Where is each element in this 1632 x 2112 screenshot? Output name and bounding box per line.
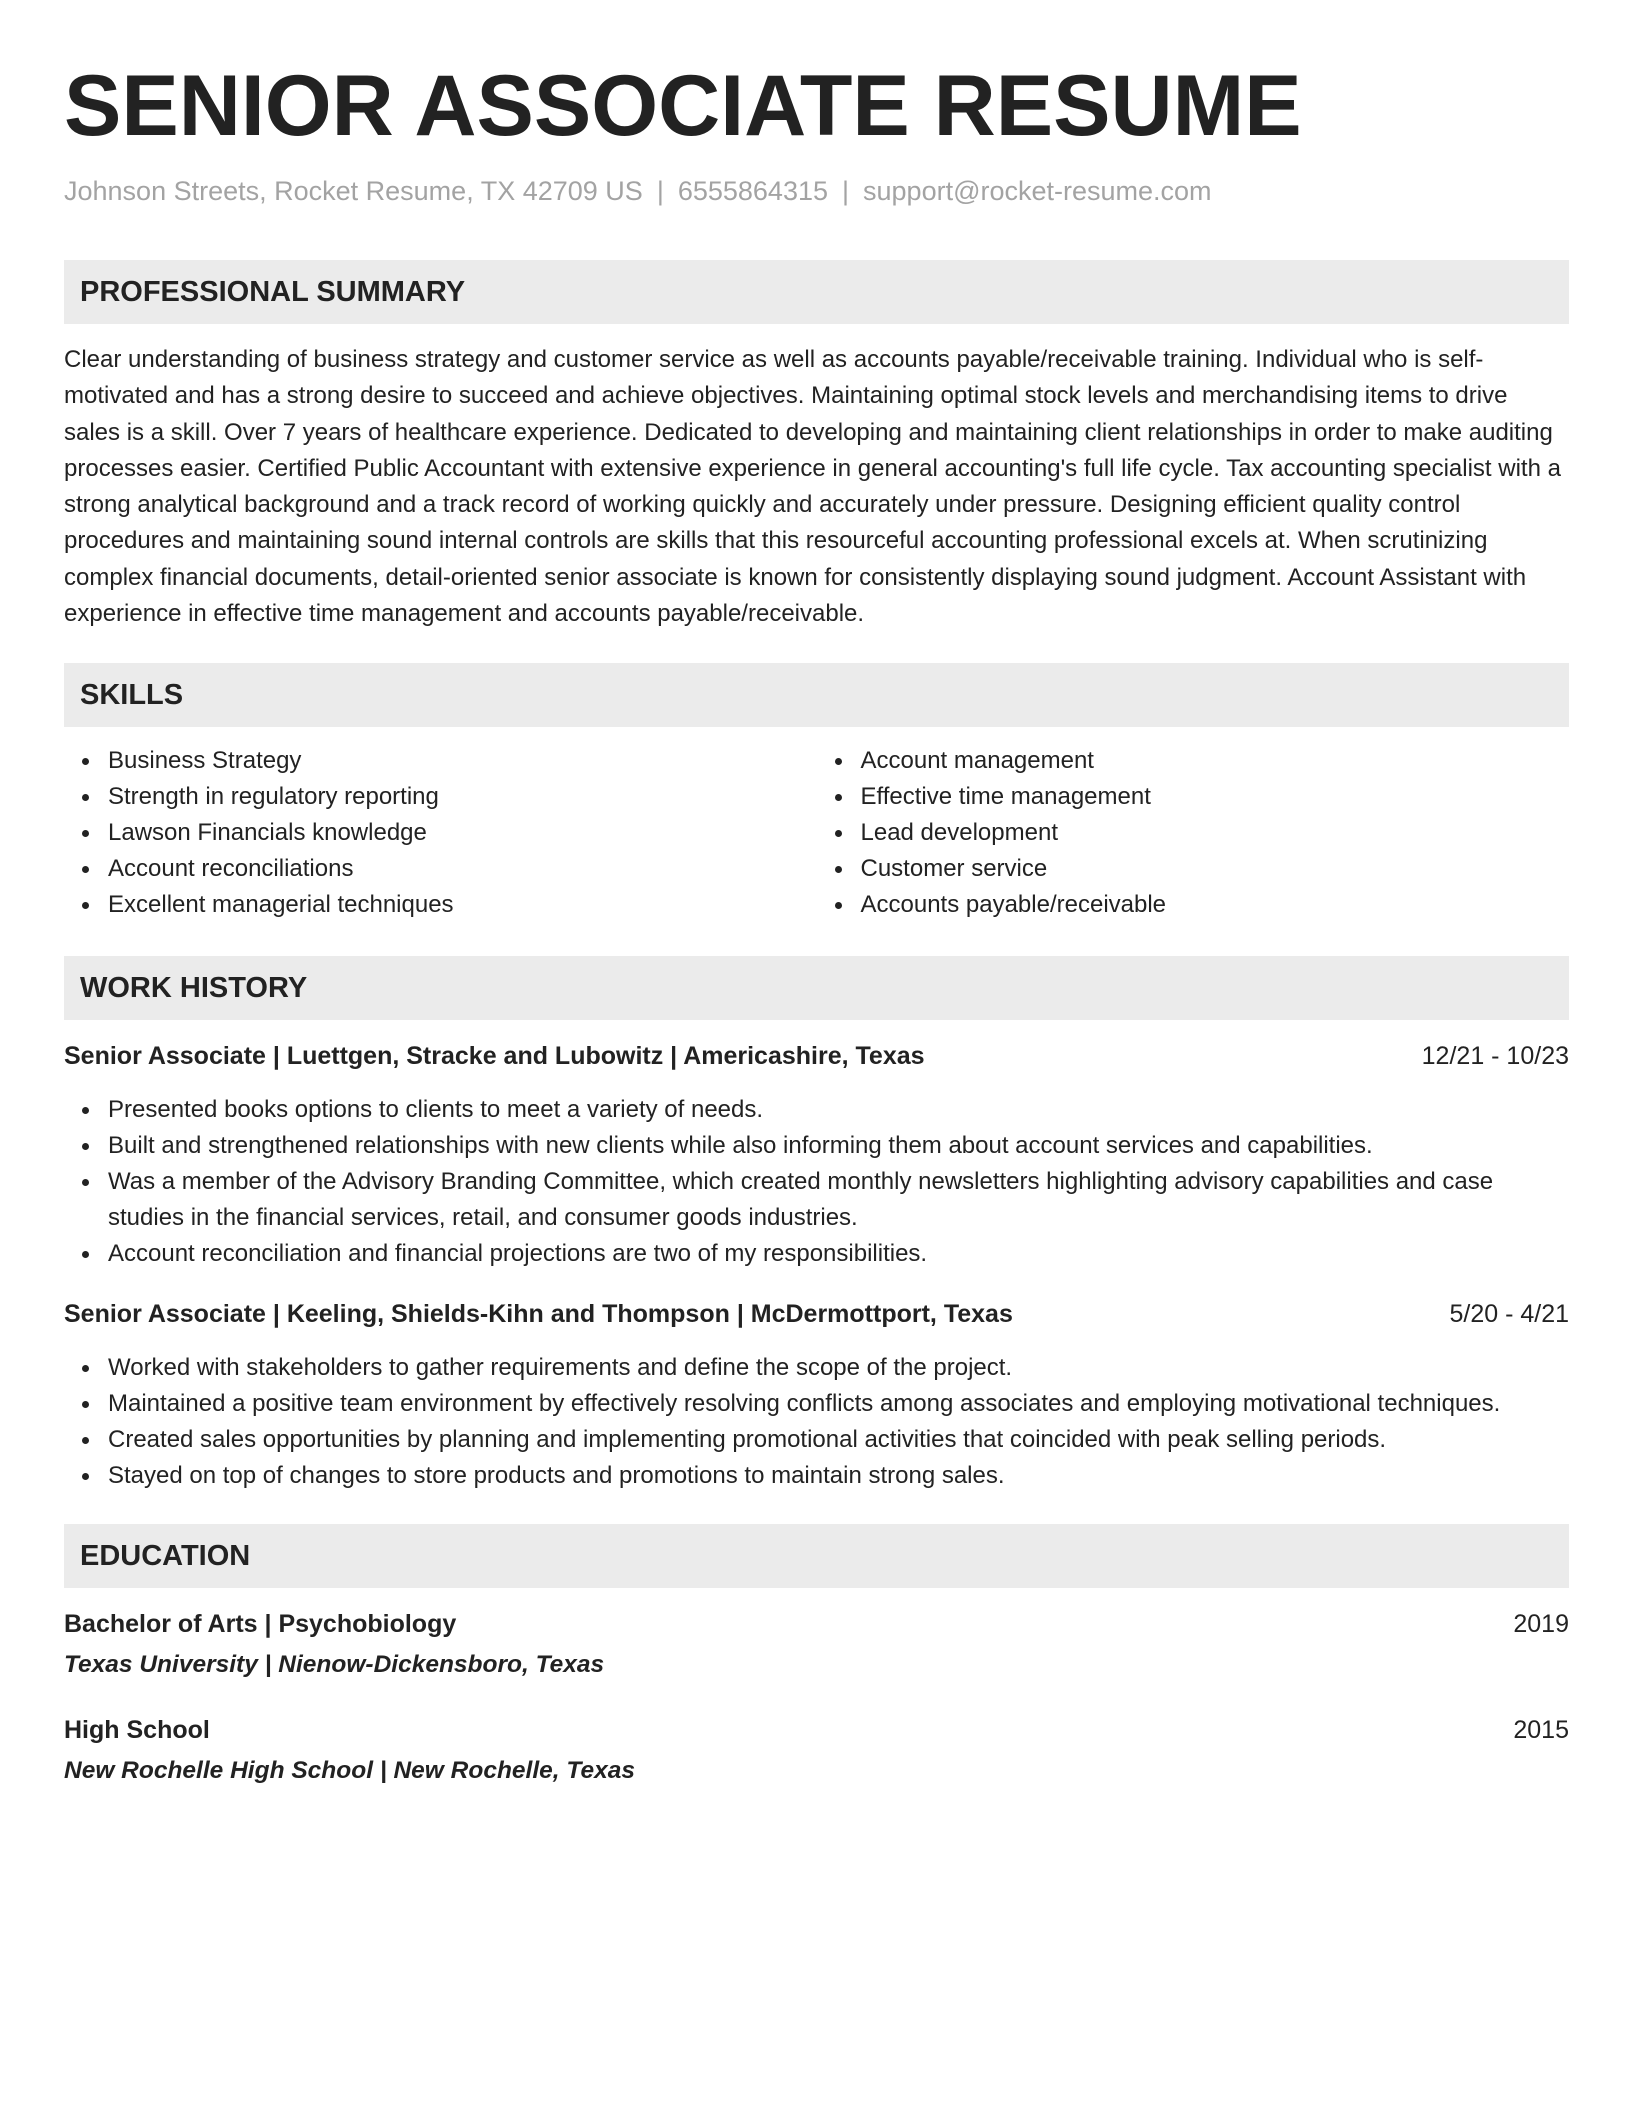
job-dates: 5/20 - 4/21 <box>1449 1300 1569 1329</box>
job-bullet: Maintained a positive team environment by effectively resolving conflicts among associates and employing motivational techniques. <box>108 1386 1569 1422</box>
education-school: New Rochelle High School | New Rochelle, Texas <box>64 1757 635 1785</box>
job-bullet: Created sales opportunities by planning and implementing promotional activities that coincided with peak selling periods. <box>108 1422 1569 1458</box>
education-entry <box>64 1712 1569 1789</box>
skill-item: Effective time management <box>861 779 1570 815</box>
job-bullet: Was a member of the Advisory Branding Committee, which created monthly newsletters highlighting advisory capabilities and case studies in the financial services, retail, and consumer goods industries. <box>108 1164 1569 1236</box>
job-entry <box>64 1038 1569 1272</box>
skill-item: Account management <box>861 743 1570 779</box>
education-entry <box>64 1606 1569 1683</box>
job-bullet: Worked with stakeholders to gather requirements and define the scope of the project. <box>108 1350 1569 1386</box>
skill-item: Accounts payable/receivable <box>861 887 1570 923</box>
job-bullets <box>64 1092 1569 1272</box>
education-degree: High School <box>64 1716 210 1745</box>
job-bullet: Account reconciliation and financial projections are two of my responsibilities. <box>108 1236 1569 1272</box>
education-year: 2019 <box>1513 1610 1569 1639</box>
education-header <box>64 1712 1569 1748</box>
skills-list-left <box>64 743 817 923</box>
page-title: SENIOR ASSOCIATE RESUME <box>64 58 1302 154</box>
summary-heading: PROFESSIONAL SUMMARY <box>64 260 1569 324</box>
job-bullets <box>64 1350 1569 1494</box>
skills-heading: SKILLS <box>64 663 1569 727</box>
skill-item: Lawson Financials knowledge <box>108 815 817 851</box>
contact-separator: | <box>656 176 664 206</box>
contact-email: support@rocket-resume.com <box>863 176 1212 206</box>
skill-item: Lead development <box>861 815 1570 851</box>
resume-page <box>64 58 1569 1789</box>
work-heading: WORK HISTORY <box>64 956 1569 1020</box>
job-title: Senior Associate | Keeling, Shields-Kihn and Thompson | McDermottport, Texas <box>64 1300 1013 1329</box>
job-entry <box>64 1296 1569 1494</box>
education-header <box>64 1606 1569 1642</box>
skills-grid <box>64 743 1569 923</box>
education-degree: Bachelor of Arts | Psychobiology <box>64 1610 457 1639</box>
skills-list-right <box>817 743 1570 923</box>
contact-line <box>64 174 1569 208</box>
skill-item: Strength in regulatory reporting <box>108 779 817 815</box>
contact-separator: | <box>842 176 850 206</box>
skill-item: Customer service <box>861 851 1570 887</box>
skill-item: Account reconciliations <box>108 851 817 887</box>
job-title: Senior Associate | Luettgen, Stracke and Lubowitz | Americashire, Texas <box>64 1042 925 1071</box>
job-header <box>64 1038 1569 1074</box>
job-header <box>64 1296 1569 1332</box>
job-dates: 12/21 - 10/23 <box>1421 1042 1569 1071</box>
education-heading: EDUCATION <box>64 1524 1569 1588</box>
skill-item: Excellent managerial techniques <box>108 887 817 923</box>
job-bullet: Presented books options to clients to meet a variety of needs. <box>108 1092 1569 1128</box>
skill-item: Business Strategy <box>108 743 817 779</box>
education-school: Texas University | Nienow-Dickensboro, Texas <box>64 1651 605 1679</box>
job-bullet: Built and strengthened relationships with new clients while also informing them about account services and capabilities. <box>108 1128 1569 1164</box>
summary-text: Clear understanding of business strategy and customer service as well as accounts payable/receivable training. Individual who is self-motivated and has a strong desire to succeed and achieve objectives. Maintaining optimal stock levels and merchandising items to drive sales is a skill. Over 7 years of healthcare experience. Dedicated to developing and maintaining client relationships in order to make auditing processes easier. Certified Public Accountant with extensive experience in general accounting's full life cycle. Tax accounting specialist with a strong analytical background and a track record of working quickly and accurately under pressure. Designing efficient quality control procedures and maintaining sound internal controls are skills that this resourceful accounting professional excels at. When scrutinizing complex financial documents, detail-oriented senior associate is known for consistently displaying sound judgment. Account Assistant with experience in effective time management and accounts payable/receivable. <box>64 346 1561 628</box>
job-bullet: Stayed on top of changes to store products and promotions to maintain strong sales. <box>108 1458 1569 1494</box>
education-year: 2015 <box>1513 1716 1569 1745</box>
contact-phone: 6555864315 <box>677 176 828 206</box>
contact-address: Johnson Streets, Rocket Resume, TX 42709 US <box>64 176 643 206</box>
